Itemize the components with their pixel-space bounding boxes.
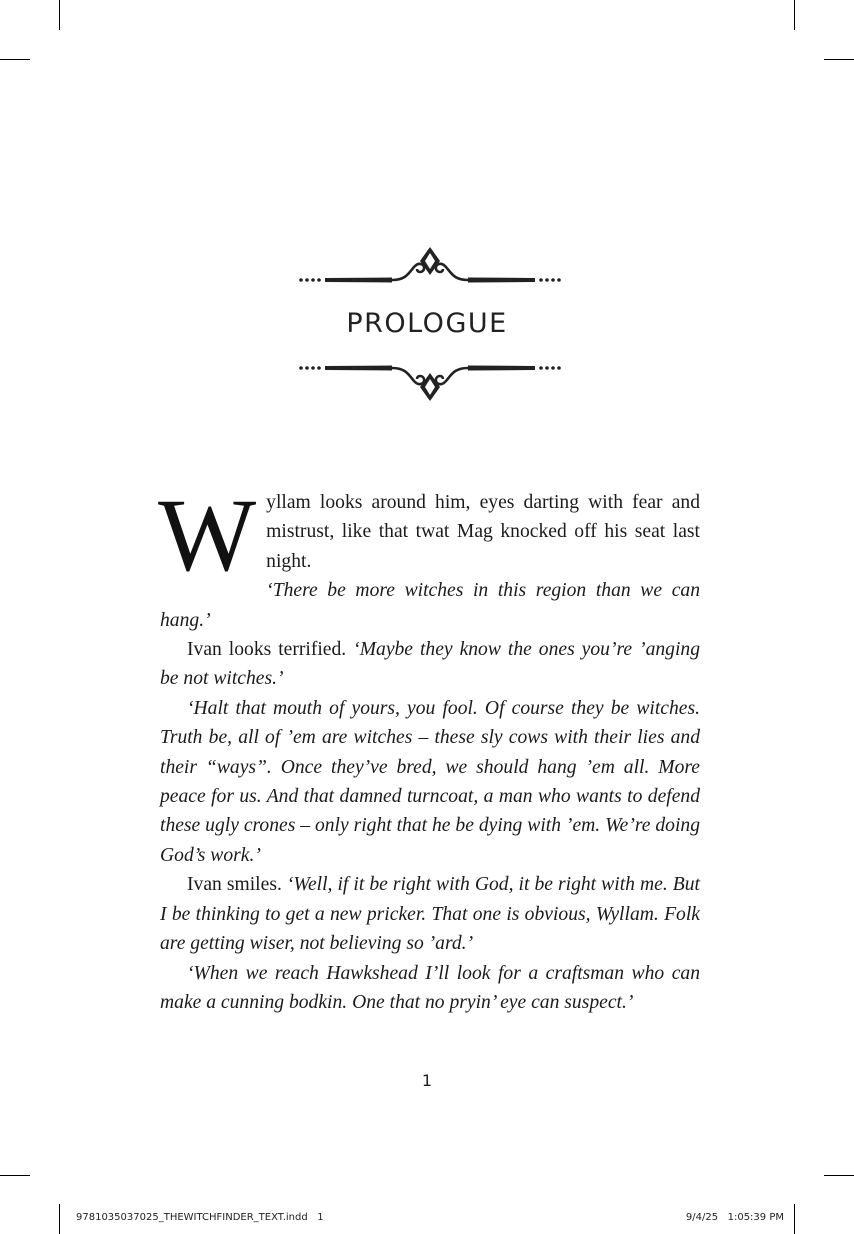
paragraph-1-text: yllam looks around him, eyes darting with fear and mistrust, like that twat Mag knocked off his seat last night. <box>266 492 700 572</box>
ornament-bottom-icon <box>297 352 563 406</box>
crop-mark-top-right-horizontal <box>824 59 854 60</box>
paragraph-4-text: ‘Halt that mouth of yours, you fool. Of course they be witches. Truth be, all of ’em are witches – these sly cows with their lies and their “ways”. Once they’ve bred, we should hang ’em all. More peace for us. And that damned turncoat, a man who wants to defend these ugly crones – only right that he be dying with ’em. We’re doing God’s work.’ <box>160 697 700 866</box>
paragraph-6 <box>160 959 700 1018</box>
slug-timestamp: 9/4/25 1:05:39 PM <box>685 1212 784 1223</box>
body-text <box>158 478 701 1017</box>
slug-filename: 9781035037025_THEWITCHFINDER_TEXT.indd 1 <box>76 1212 324 1223</box>
crop-mark-bottom-right-horizontal <box>824 1175 854 1176</box>
chapter-title: PROLOGUE <box>346 308 508 339</box>
crop-mark-bottom-left-vertical <box>59 1204 60 1234</box>
crop-mark-bottom-right-vertical <box>794 1204 795 1234</box>
paragraph-2-text: ‘There be more witches in this region than we can hang.’ <box>160 580 700 631</box>
ornament-top-icon <box>297 242 563 296</box>
paragraph-5-dialogue: ‘Well, if it be right with God, it be right with me. But I be thinking to get a new pricker. That one is obvious, Wyllam. Folk are getting wiser, not believing so ’ard.’ <box>160 874 700 955</box>
crop-mark-top-left-horizontal <box>0 59 30 60</box>
paragraph-5-lead: Ivan smiles. <box>187 874 287 896</box>
paragraph-3-lead: Ivan looks terrified. <box>187 639 354 661</box>
drop-cap: W <box>158 478 257 593</box>
paragraph-3-dialogue: ‘Maybe they know the ones you’re ’anging be not witches.’ <box>160 639 701 690</box>
crop-mark-top-left-vertical <box>59 0 60 30</box>
crop-mark-bottom-left-horizontal <box>0 1175 30 1176</box>
paragraph-6-text: ‘When we reach Hawkshead I’ll look for a craftsman who can make a cunning bodkin. One that no pryin’ eye can suspect.’ <box>160 962 700 1013</box>
crop-mark-top-right-vertical <box>794 0 795 30</box>
paragraph-3 <box>160 635 700 694</box>
paragraph-5 <box>160 870 700 958</box>
paragraph-1 <box>158 478 700 593</box>
paragraph-4 <box>160 694 700 870</box>
page-number: 1 <box>421 1071 433 1090</box>
